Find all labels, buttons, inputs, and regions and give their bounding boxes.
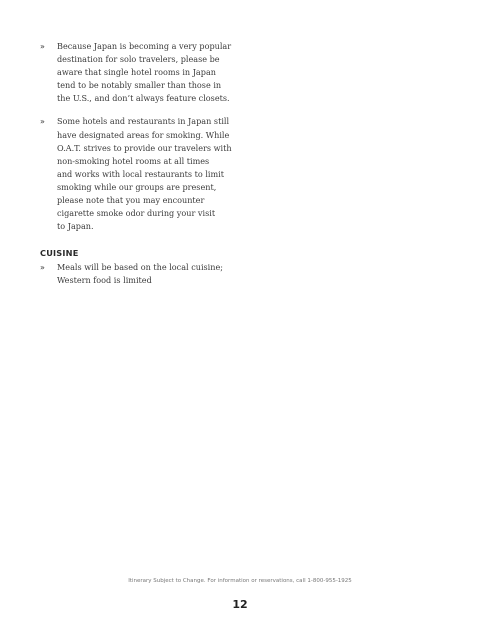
text-line: tend to be notably smaller than those in xyxy=(57,80,222,91)
bullet-marker: » xyxy=(40,42,45,51)
bullet-item-solo-travelers xyxy=(40,40,240,105)
text-line: the U.S., and don’t always feature closets. xyxy=(57,93,230,104)
text-line: smoking while our groups are present, xyxy=(57,181,217,192)
text-line: cigarette smoke odor during your visit xyxy=(57,208,216,219)
bullet-marker: » xyxy=(40,117,45,127)
bullet-text xyxy=(57,261,223,287)
bullet-text xyxy=(57,40,231,105)
footer-disclaimer: Itinerary Subject to Change. For information or reservations, call 1-800-955-1925 xyxy=(128,578,352,584)
page-number: 12 xyxy=(232,598,248,611)
text-line: and works with local restaurants to limit xyxy=(57,168,225,179)
text-line: please note that you may encounter xyxy=(57,195,205,206)
bullet-item-cuisine xyxy=(40,261,240,287)
section-heading-cuisine: CUISINE xyxy=(40,248,79,259)
text-line: destination for solo travelers, please be xyxy=(57,54,220,65)
text-line: Western food is limited xyxy=(57,275,152,286)
text-line: aware that single hotel rooms in Japan xyxy=(57,67,216,78)
bullet-text xyxy=(57,115,232,233)
text-line: Because Japan is becoming a very popular xyxy=(57,41,232,51)
page-content xyxy=(40,40,240,298)
bullet-marker: » xyxy=(40,263,45,273)
text-line: to Japan. xyxy=(57,221,94,232)
text-line: O.A.T. strives to provide our travelers with xyxy=(57,142,232,153)
text-line: have designated areas for smoking. While xyxy=(57,129,230,140)
text-line: Meals will be based on the local cuisine; xyxy=(57,262,224,273)
text-line: Some hotels and restaurants in Japan still xyxy=(57,116,230,127)
bullet-item-smoking xyxy=(40,115,240,233)
text-line: non-smoking hotel rooms at all times xyxy=(57,155,210,166)
